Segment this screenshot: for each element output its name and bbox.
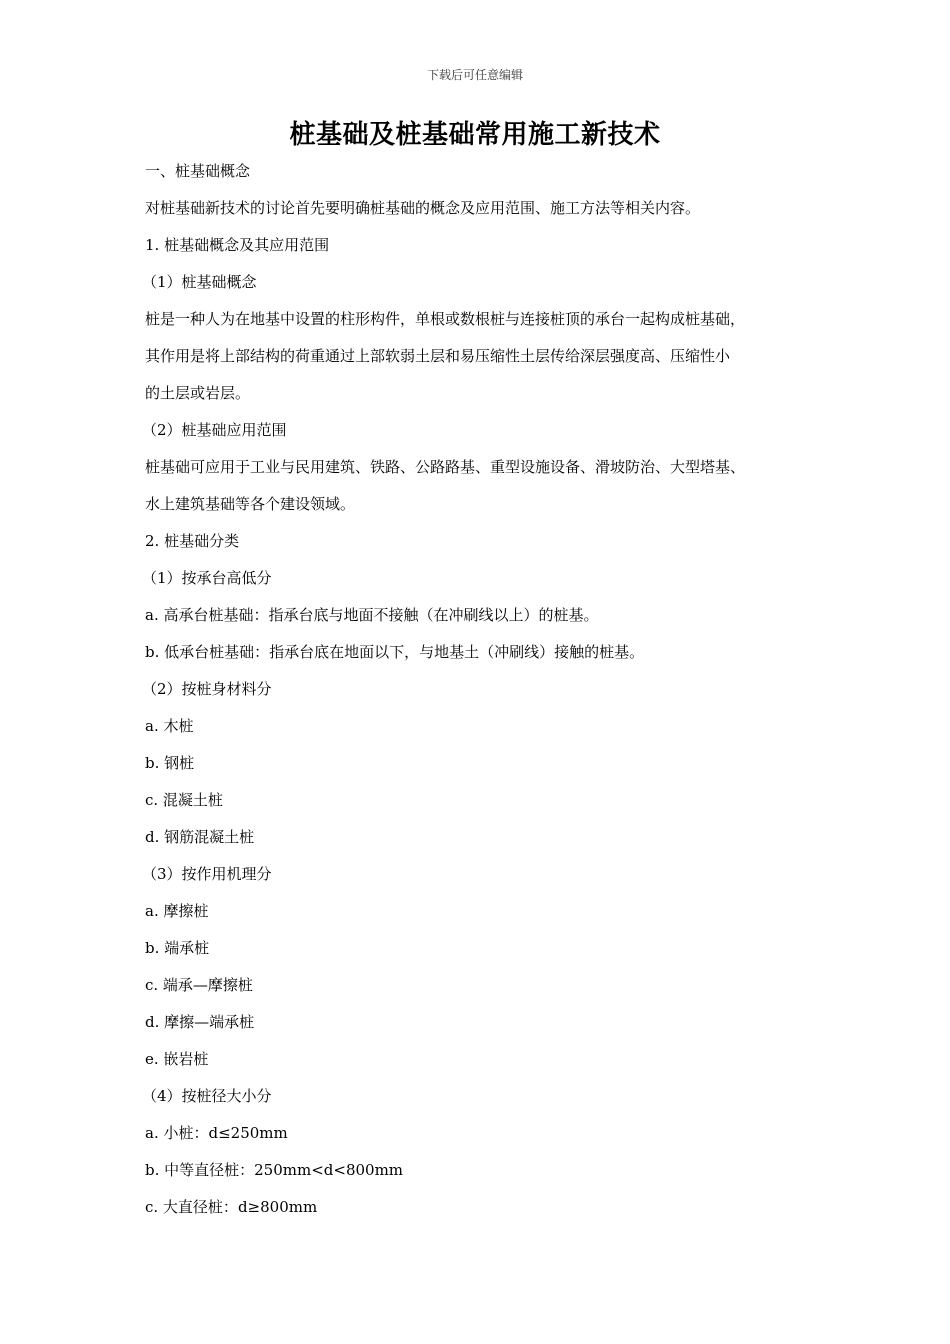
item-heading: （3）按作用机理分	[142, 865, 272, 883]
list-item: a. 高承台桩基础：指承台底与地面不接触（在冲刷线以上）的桩基。	[145, 606, 599, 624]
list-item: b. 中等直径桩：250mm<d<800mm	[145, 1161, 404, 1179]
download-note: 下载后可任意编辑	[426, 68, 523, 82]
item-heading: （2）按桩身材料分	[142, 680, 272, 698]
paragraph-line: 对桩基础新技术的讨论首先要明确桩基础的概念及应用范围、施工方法等相关内容。	[145, 199, 701, 217]
section-heading: 一、桩基础概念	[145, 162, 251, 180]
paragraph-line: 桩基础可应用于工业与民用建筑、铁路、公路路基、重型设施设备、滑坡防治、大型塔基、	[145, 458, 746, 476]
list-item: a. 木桩	[145, 717, 194, 735]
list-item: a. 摩擦桩	[145, 902, 209, 920]
item-heading: （1）桩基础概念	[142, 273, 257, 291]
list-item: c. 混凝土桩	[145, 791, 223, 809]
subsection-heading: 2. 桩基础分类	[145, 532, 240, 550]
item-heading: （4）按桩径大小分	[142, 1087, 272, 1105]
paragraph-line: 水上建筑基础等各个建设领域。	[145, 495, 356, 513]
document-body	[142, 158, 825, 1231]
list-item: c. 大直径桩：d≥800mm	[145, 1198, 318, 1216]
list-item: e. 嵌岩桩	[145, 1050, 209, 1068]
paragraph-line: 的土层或岩层。	[145, 384, 251, 402]
item-heading: （2）桩基础应用范围	[142, 421, 287, 439]
list-item: a. 小桩：d≤250mm	[145, 1124, 288, 1142]
list-item: c. 端承—摩擦桩	[145, 976, 253, 994]
list-item: d. 摩擦—端承桩	[145, 1013, 255, 1031]
subsection-heading: 1. 桩基础概念及其应用范围	[145, 236, 330, 254]
document-title: 桩基础及桩基础常用施工新技术	[289, 120, 661, 150]
list-item: b. 低承台桩基础：指承台底在地面以下，与地基土（冲刷线）接触的桩基。	[145, 643, 645, 661]
paragraph-line: 桩是一种人为在地基中设置的柱形构件，单根或数根桩与连接桩顶的承台一起构成桩基础，	[145, 310, 746, 328]
list-item: b. 钢桩	[145, 754, 195, 772]
item-heading: （1）按承台高低分	[142, 569, 272, 587]
list-item: b. 端承桩	[145, 939, 210, 957]
paragraph-line: 其作用是将上部结构的荷重通过上部软弱土层和易压缩性土层传给深层强度高、压缩性小	[145, 347, 731, 365]
list-item: d. 钢筋混凝土桩	[145, 828, 255, 846]
